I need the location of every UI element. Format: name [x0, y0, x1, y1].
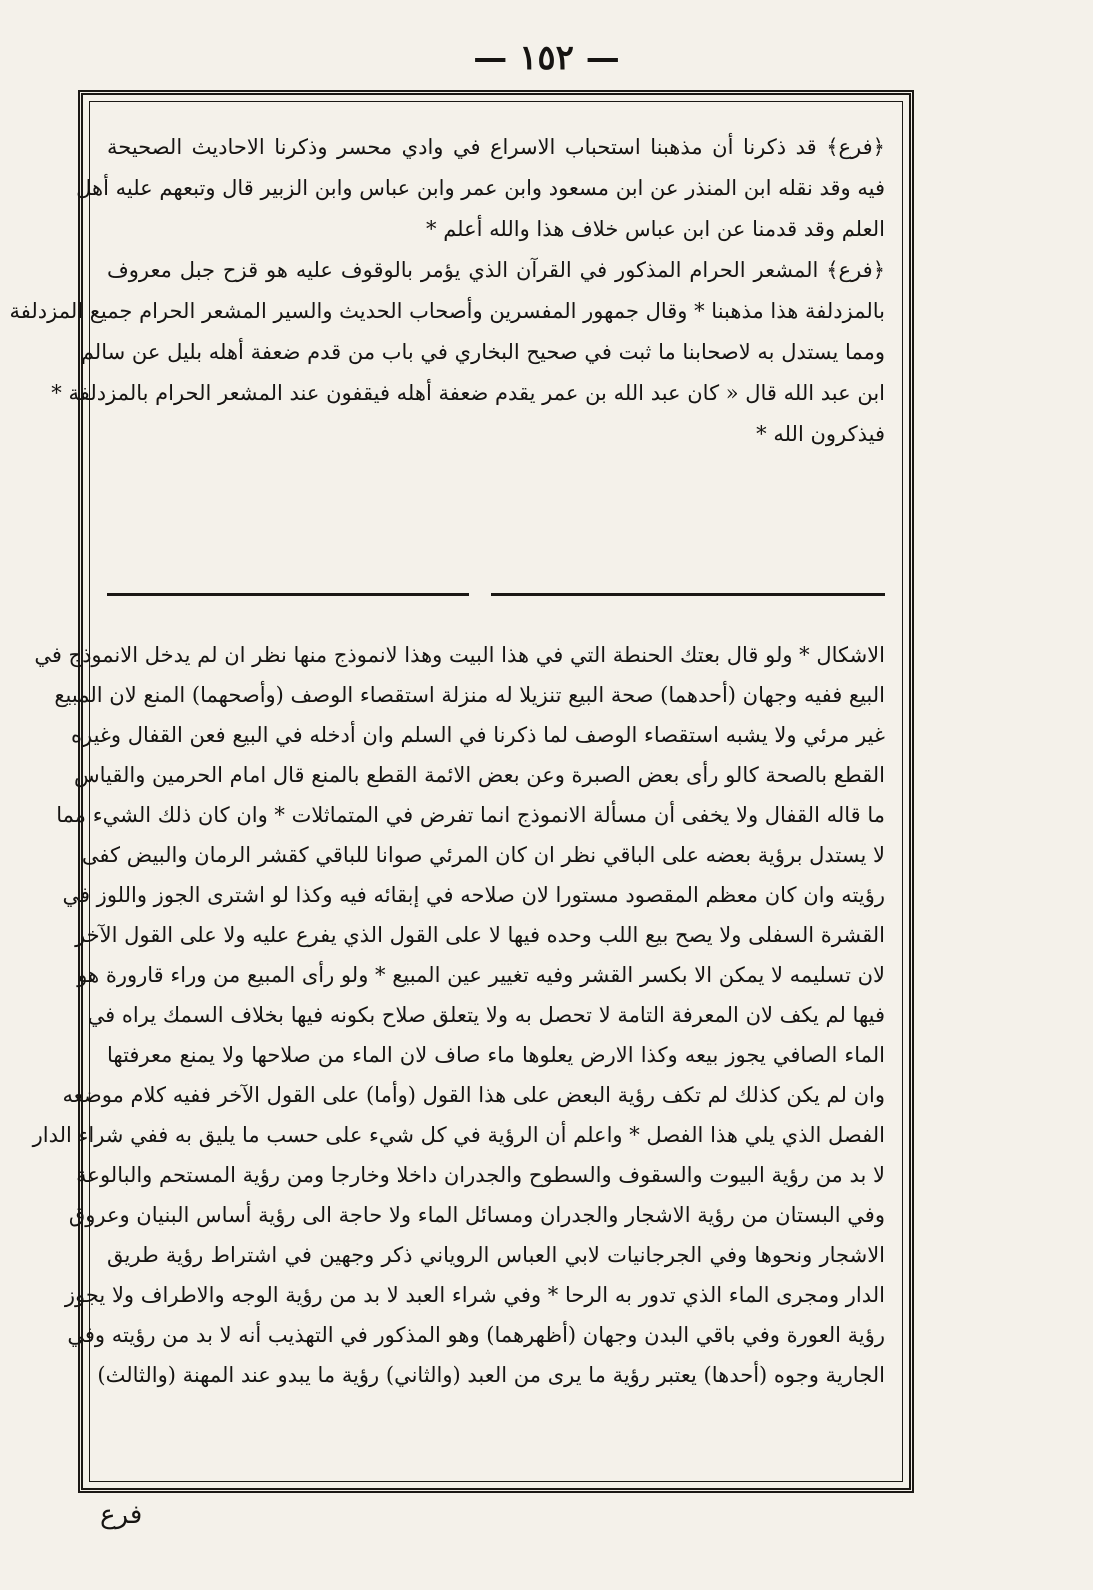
- text-line: رؤية العورة وفي باقي البدن وجهان (أظهرهما) وهو المذكور في التهذيب أنه لا بد من رؤيته وفي: [67, 1323, 885, 1347]
- text-line: الماء الصافي يجوز بيعه وكذا الارض يعلوها ماء صاف لان الماء من صلاحها ولا يمنع معرفتها: [107, 1043, 885, 1067]
- text-line: الاشكال * ولو قال بعتك الحنطة التي في هذا البيت وهذا لانموذج منها نظر ان لم يدخل الانموذج في: [34, 643, 885, 667]
- text-line: لا يستدل برؤية بعضه على الباقي نظر ان كان المرئي صوانا للباقي كقشر الرمان والبيض كفى: [81, 843, 885, 867]
- text-line: فيه وقد نقله ابن المنذر عن ابن مسعود وابن عمر وابن عباس وابن الزبير قال وتبعهم عليه أهل: [76, 176, 885, 200]
- text-line: ﴿فرع﴾ المشعر الحرام المذكور في القرآن الذي يؤمر بالوقوف عليه هو قزح جبل معروف: [107, 258, 885, 282]
- text-line: الاشجار ونحوها وفي الجرجانيات لابي العباس الروياني ذكر وجهين في اشتراط رؤية طريق: [107, 1243, 885, 1267]
- text-line: فيها لم يكف لان المعرفة التامة لا تحصل به ولا يتعلق صلاح بكونه فيها بخلاف السمك يراه في: [87, 1003, 885, 1027]
- text-line: البيع ففيه وجهان (أحدهما) صحة البيع تنزيلا له منزلة استقصاء الوصف (وأصحهما) المنع لان المبيع: [54, 683, 885, 707]
- text-line: رؤيته وان كان معظم المقصود مستورا لان صلاحه في إبقائه فيه وكذا لو اشترى الجوز واللوز في: [62, 883, 885, 907]
- text-line: لا بد من رؤية البيوت والسقوف والسطوح والجدران داخلا وخارجا ومن رؤية المستحم والبالوعة: [76, 1163, 885, 1187]
- text-line: العلم وقد قدمنا عن ابن عباس خلاف هذا والله أعلم *: [426, 217, 885, 241]
- lower-text-block: [32, 635, 885, 1470]
- upper-text-block: [9, 127, 885, 587]
- divider-break: [469, 589, 491, 600]
- text-line: بالمزدلفة هذا مذهبنا * وقال جمهور المفسرين وأصحاب الحديث والسير المشعر الحرام جميع المزدلفة: [9, 299, 885, 323]
- text-line: غير مرئي ولا يشبه استقصاء الوصف لما ذكرنا في السلم وان أدخله في البيع فعن القفال وغيره: [70, 723, 885, 747]
- page-number: — ١٥٢ —: [473, 38, 620, 78]
- text-frame: [9, 90, 914, 1493]
- catchword: فرع: [100, 1500, 143, 1530]
- text-line: الجارية وجوه (أحدها) يعتبر رؤية ما يرى من العبد (والثاني) رؤية ما يبدو عند المهنة (والثالث): [97, 1363, 885, 1387]
- section-divider: [107, 593, 885, 596]
- text-line: فيذكرون الله *: [756, 422, 885, 446]
- text-line: وان لم يكن كذلك لم تكف رؤية البعض على هذا القول (وأما) على القول الآخر ففيه كلام موضعه: [62, 1083, 885, 1107]
- text-line: القشرة السفلى ولا يصح بيع اللب وحده فيها لا على القول الذي يفرع عليه ولا على القول الآخر: [75, 923, 885, 947]
- text-line: الفصل الذي يلي هذا الفصل * واعلم أن الرؤية في كل شيء على حسب ما يليق به ففي شراء الدار: [32, 1123, 885, 1147]
- text-line: لان تسليمه لا يمكن الا بكسر القشر وفيه تغيير عين المبيع * ولو رأى المبيع من وراء قارورة هو: [77, 963, 885, 987]
- text-line: ابن عبد الله قال « كان عبد الله بن عمر يقدم ضعفة أهله فيقفون عند المشعر الحرام بالمزدلفة *: [51, 381, 885, 405]
- text-line: ﴿فرع﴾ قد ذكرنا أن مذهبنا استحباب الاسراع في وادي محسر وذكرنا الاحاديث الصحيحة: [107, 135, 885, 159]
- text-line: وفي البستان من رؤية الاشجار والجدران ومسائل الماء ولا حاجة الى رؤية أساس البنيان وعروق: [68, 1203, 885, 1227]
- text-line: الدار ومجرى الماء الذي تدور به الرحا * وفي شراء العبد لا بد من رؤية الوجه والاطراف ولا يجوز: [64, 1283, 885, 1307]
- text-line: ما قاله القفال ولا يخفى أن مسألة الانموذج انما تفرض في المتماثلات * وان كان ذلك الشيء مما: [56, 803, 885, 827]
- text-line: ومما يستدل به لاصحابنا ما ثبت في صحيح البخاري في باب من قدم ضعفة أهله بليل عن سالم: [80, 340, 885, 364]
- text-line: القطع بالصحة كالو رأى بعض الصبرة وعن بعض الائمة القطع بالمنع قال امام الحرمين والقياس: [74, 763, 885, 787]
